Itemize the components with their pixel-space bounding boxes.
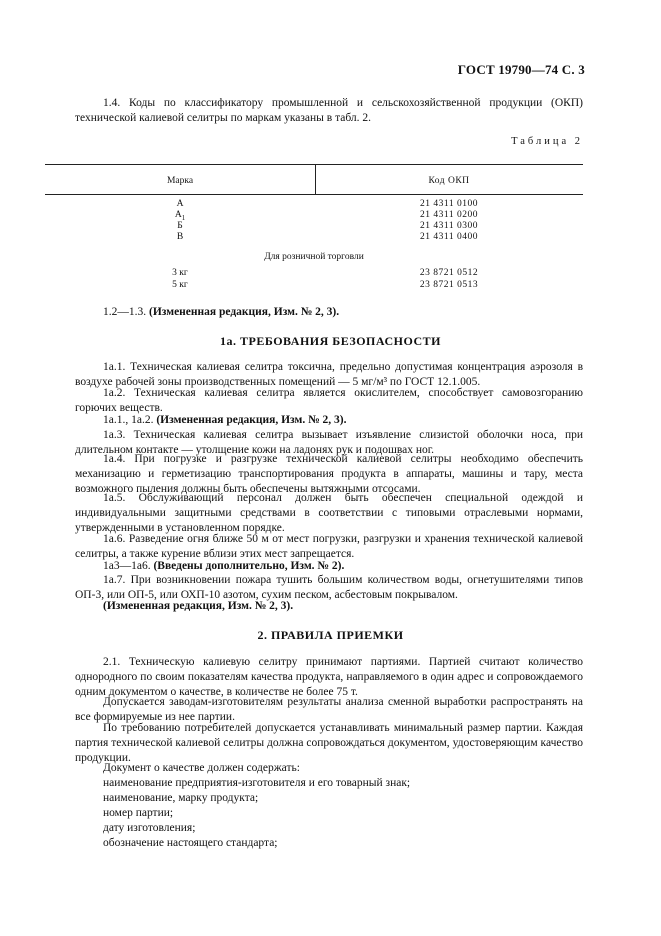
table-cell-code: 23 8721 0512 bbox=[419, 268, 479, 278]
paragraph-1a-4: 1а.4. При погрузке и разгрузке технической калиевой селитры необходимо обеспечить механизацию и герметизацию транспортирования продукта в аппараты, машины и тару, места возможного пыления должны быть обеспечены вытяжными отсосами. bbox=[75, 453, 583, 495]
amendment-note: 1а.1., 1а.2. (Измененная редакция, Изм. № 2, 3). bbox=[103, 414, 347, 426]
section-title-acceptance: 2. ПРАВИЛА ПРИЕМКИ bbox=[257, 628, 404, 642]
paragraph-1a-2: 1а.2. Техническая калиевая селитра является окислителем, способствует самовозгоранию горючих веществ. bbox=[75, 387, 583, 414]
table-cell-code: 21 4311 0200 bbox=[420, 210, 478, 220]
table-header-code: Код ОКП bbox=[428, 176, 470, 186]
requirements-list bbox=[103, 776, 583, 851]
paragraph-1-4: 1.4. Коды по классификатору промышленной и сельскохозяйственной продукции (ОКП) технической калиевой селитры по маркам указаны в табл. 2. bbox=[75, 97, 583, 124]
amendment-note: 1а3—1а6. (Введены дополнительно, Изм. № 2). bbox=[103, 560, 345, 572]
paragraph-1a-6: 1а.6. Разведение огня ближе 50 м от мест погрузки, разгрузки и хранения технической калиевой селитры, а также курение вблизи этих мест запрещается. bbox=[75, 533, 583, 560]
list-item: наименование, марку продукта; bbox=[103, 792, 259, 804]
table-row bbox=[45, 268, 583, 280]
table-cell-mark: $А_1$ bbox=[174, 210, 186, 222]
table-cell-mark: Б bbox=[177, 221, 183, 231]
paragraph-2-1: 2.1. Техническую калиевую селитру принимают партиями. Партией считают количество однородного по своим показателям качества продукта, направляемого в один адрес и сопровождаемого одним документом о качестве, в количестве не более 75 т. bbox=[75, 656, 583, 698]
table-cell-code: 23 8721 0513 bbox=[419, 280, 479, 290]
table-header-mark: Марка bbox=[166, 176, 194, 186]
table-cell-code: 21 4311 0100 bbox=[420, 199, 478, 209]
list-item: обозначение настоящего стандарта; bbox=[103, 837, 278, 849]
amendment-note: 1.2—1.3. (Измененная редакция, Изм. № 2, 3). bbox=[103, 306, 340, 318]
page-header: ГОСТ 19790—74 С. 3 bbox=[457, 62, 585, 77]
paragraph-2-1-c: По требованию потребителей допускается устанавливать минимальный размер партии. Каждая партия технической калиевой селитры должна сопровождаться документом, удостоверяющим качество продукции. bbox=[75, 722, 583, 764]
table-subheading: Для розничной торговли bbox=[264, 252, 364, 262]
table-caption: Таблица 2 bbox=[511, 136, 583, 147]
paragraph-1a-1: 1а.1. Техническая калиевая селитра токсична, предельно допустимая концентрация аэрозоля в воздухе рабочей зоны производственных помещений — 5 мг/м³ по ГОСТ 12.1.005. bbox=[75, 361, 583, 388]
table-cell-mark: В bbox=[176, 232, 184, 242]
paragraph-1a-5: 1а.5. Обслуживающий персонал должен быть обеспечен специальной одеждой и индивидуальными защитными средствами в соответствии с типовыми отраслевыми нормами, утвержденными в установленном порядке. bbox=[75, 492, 583, 534]
paragraph-2-1-d: Документ о качестве должен содержать: bbox=[103, 762, 300, 774]
section-title-safety: 1а. ТРЕБОВАНИЯ БЕЗОПАСНОСТИ bbox=[220, 334, 441, 348]
table-cell-mark: 5 кг bbox=[172, 280, 188, 290]
amendment-note: (Измененная редакция, Изм. № 2, 3). bbox=[103, 600, 294, 612]
table-cell-code: 21 4311 0300 bbox=[420, 221, 478, 231]
table-header-border bbox=[45, 194, 583, 195]
table-cell-mark: А bbox=[176, 199, 184, 209]
table-top-border bbox=[45, 164, 583, 165]
table-cell-mark: 3 кг bbox=[172, 268, 188, 278]
table-row bbox=[45, 232, 583, 244]
paragraph-1a-3: 1а.3. Техническая калиевая селитра вызывает изъявление слизистой оболочки носа, при длительном контакте — утолщение кожи на ладонях рук и подошвах ног. bbox=[75, 429, 583, 456]
paragraph-2-1-b: Допускается заводам-изготовителям результаты анализа сменной выработки распространять на все формируемые из нее партии. bbox=[75, 696, 583, 723]
paragraph-1a-7: 1а.7. При возникновении пожара тушить большим количеством воды, огнетушителями типов ОП-3, или ОП-5, или ОХП-10 азотом, сухим песком, асбестовым покрывалом. bbox=[75, 574, 583, 601]
table-cell-code: 21 4311 0400 bbox=[420, 232, 478, 242]
list-item: дату изготовления; bbox=[103, 822, 196, 834]
list-item: номер партии; bbox=[103, 807, 174, 819]
table-row bbox=[45, 280, 583, 292]
list-item: наименование предприятия-изготовителя и его товарный знак; bbox=[103, 777, 411, 789]
